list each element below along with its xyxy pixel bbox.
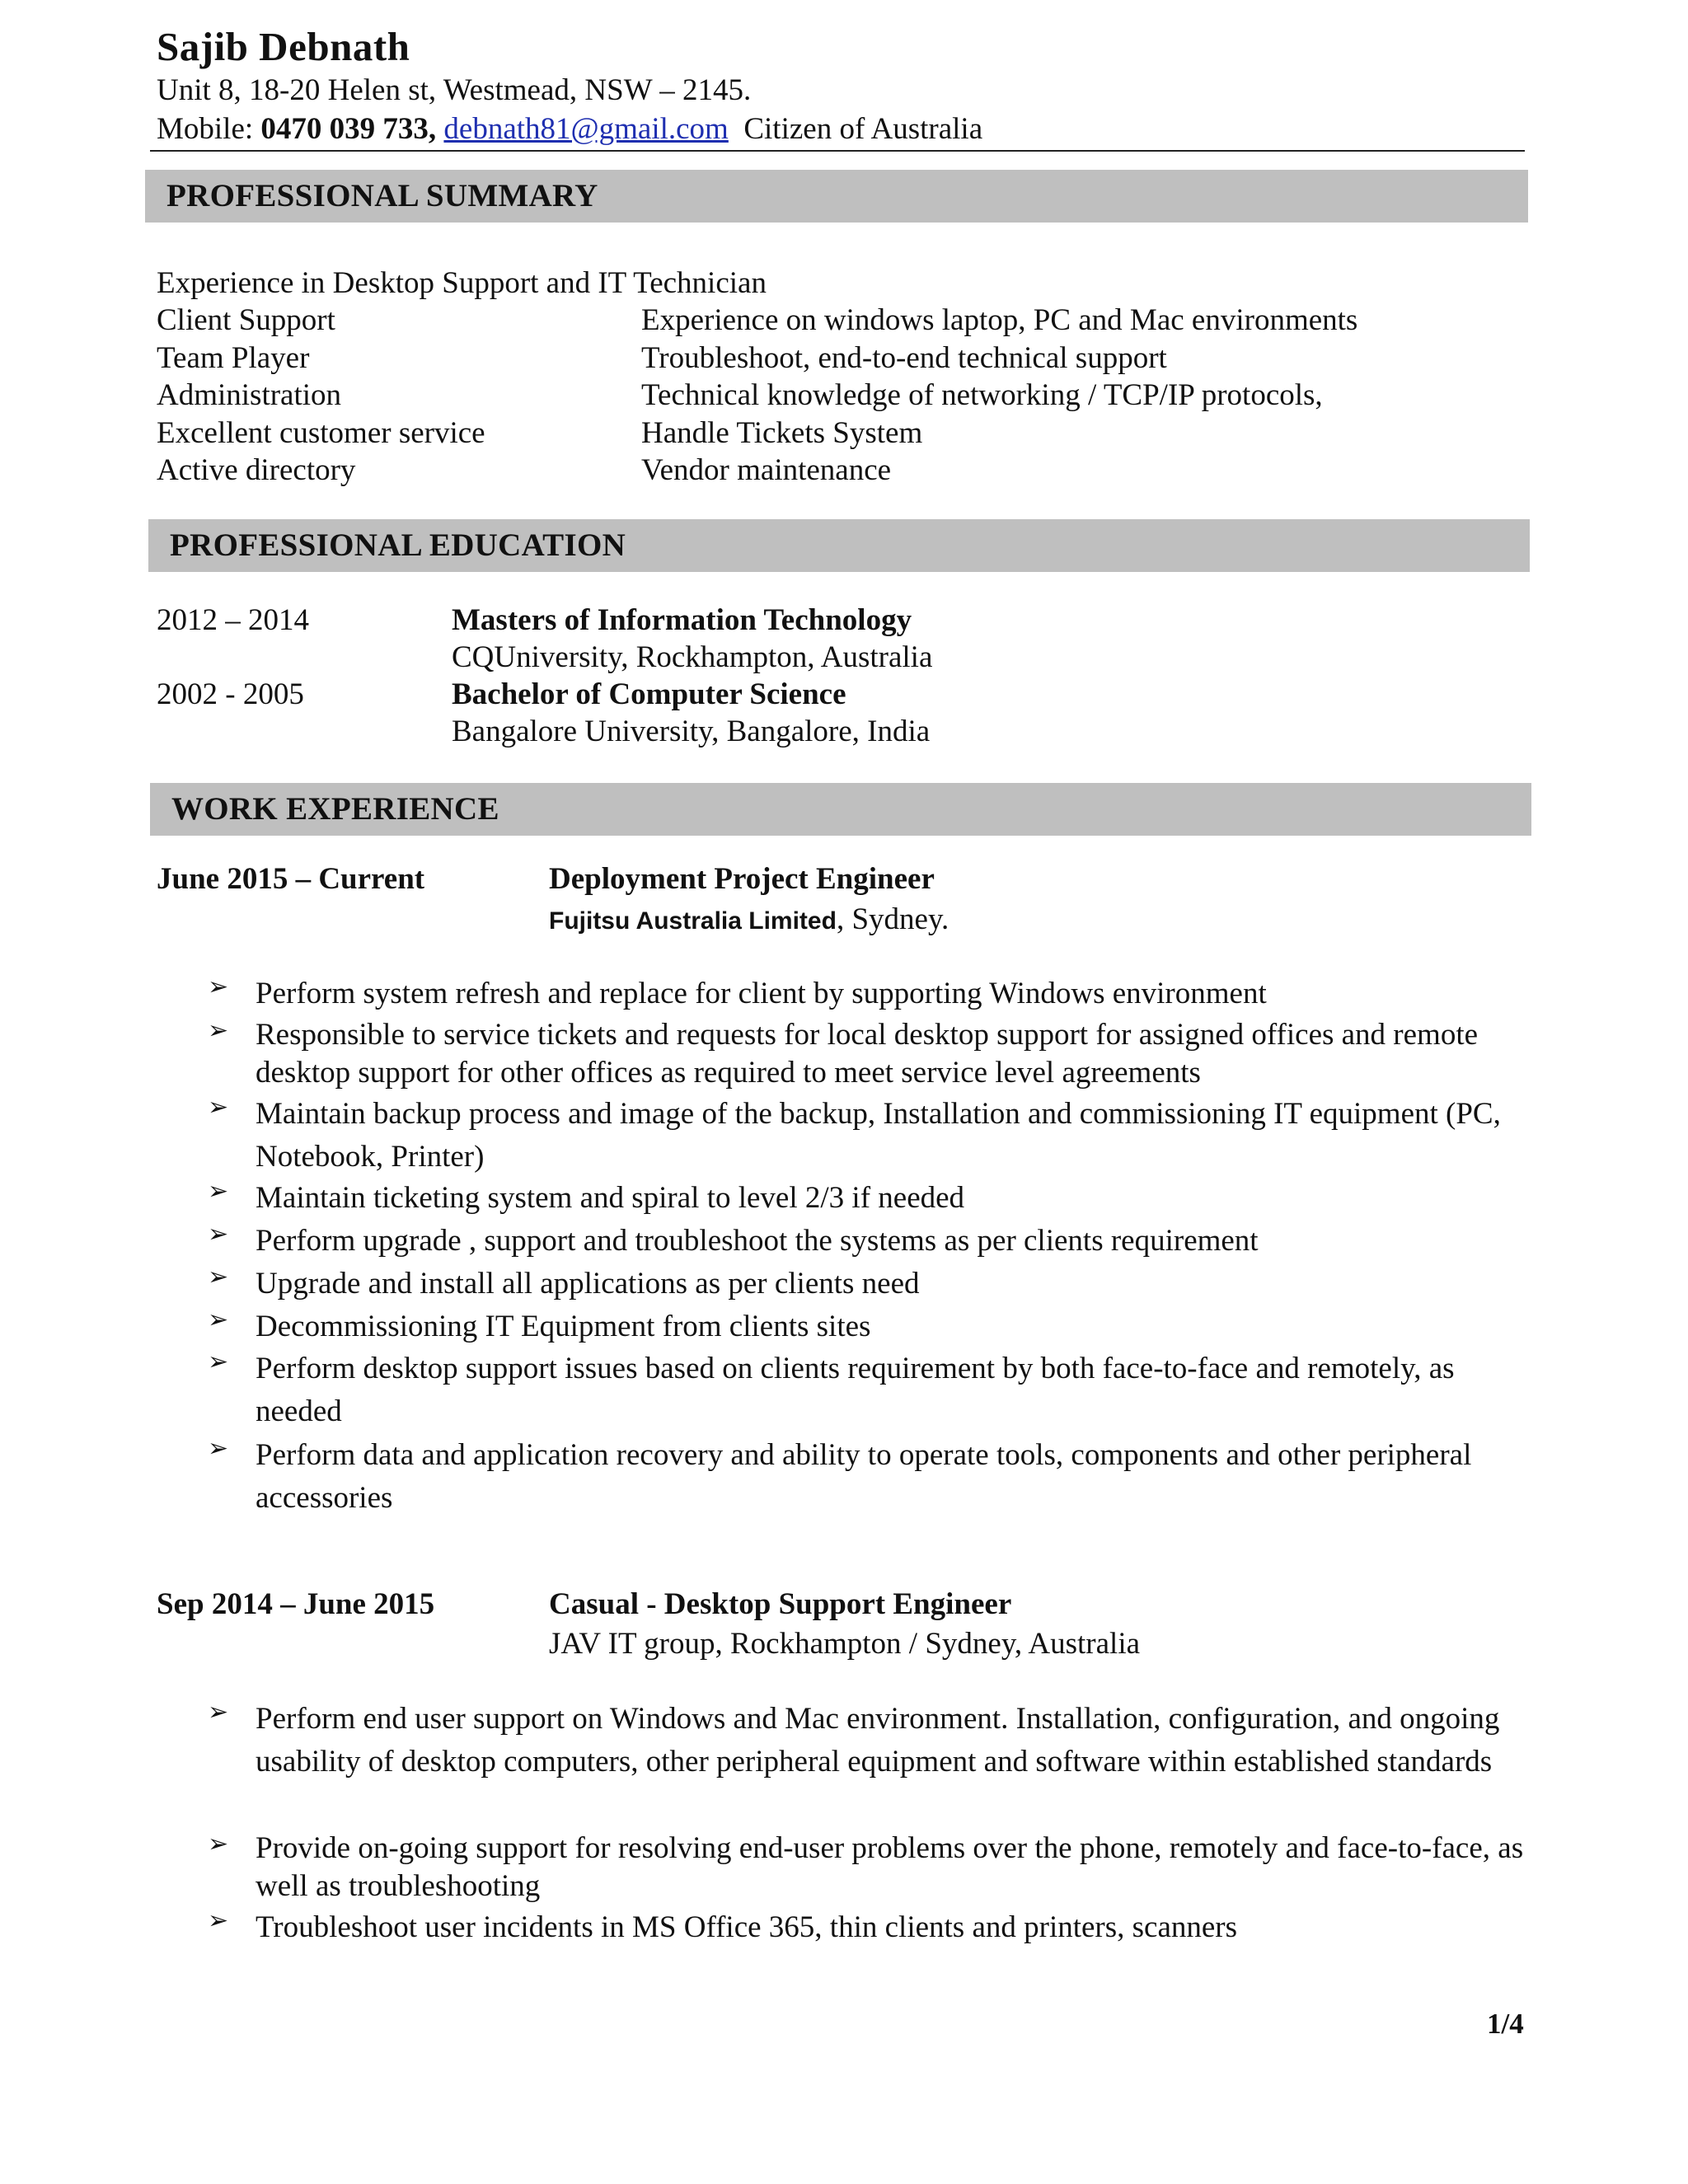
- mobile-label: Mobile:: [157, 112, 261, 146]
- bullet-text: Perform upgrade , support and troubleshoot the systems as per clients requirement: [256, 1224, 1259, 1258]
- section-header-education: PROFESSIONAL EDUCATION: [148, 519, 1530, 572]
- bullet-text: Perform end user support on Windows and Mac environment. Installation, configuration, and ongoing usability of desktop computers, other peripheral equipment and software within established standards: [256, 1702, 1500, 1779]
- arrow-bullet-icon: ➢: [208, 1830, 229, 1858]
- contact-line: [157, 111, 982, 147]
- bullet-text: Perform data and application recovery and ability to operate tools, components and other peripheral accessories: [256, 1438, 1472, 1515]
- summary-left-item: Administration: [157, 378, 342, 412]
- summary-left-item: Client Support: [157, 303, 335, 337]
- summary-right-item: Vendor maintenance: [641, 453, 892, 487]
- email-link[interactable]: debnath81@gmail.com: [443, 112, 729, 146]
- job-company: [549, 902, 949, 937]
- arrow-bullet-icon: ➢: [208, 1177, 229, 1206]
- bullet-text: Upgrade and install all applications as per clients need: [256, 1267, 920, 1301]
- bullet-text: Provide on-going support for resolving end-user problems over the phone, remotely and face-to-face, as well as troubleshooting: [256, 1831, 1524, 1903]
- job-title: Deployment Project Engineer: [549, 862, 935, 896]
- summary-right-item: Technical knowledge of networking / TCP/IP protocols,: [641, 378, 1323, 412]
- summary-right-item: Experience on windows laptop, PC and Mac environments: [641, 303, 1358, 337]
- summary-left-item: Team Player: [157, 341, 310, 375]
- arrow-bullet-icon: ➢: [208, 1263, 229, 1291]
- header-divider: [150, 150, 1525, 152]
- summary-right-item: Handle Tickets System: [641, 416, 923, 450]
- company-name: JAV IT group, Rockhampton / Sydney, Australia: [549, 1627, 1141, 1661]
- arrow-bullet-icon: ➢: [208, 1347, 229, 1376]
- job-company: [549, 1626, 1140, 1661]
- candidate-name: Sajib Debnath: [157, 24, 410, 69]
- bullet-text: Troubleshoot user incidents in MS Office 365, thin clients and printers, scanners: [256, 1910, 1238, 1944]
- job-title: Casual - Desktop Support Engineer: [549, 1587, 1012, 1621]
- education-degree: Bachelor of Computer Science: [452, 677, 846, 711]
- bullet-text: Maintain backup process and image of the backup, Installation and commissioning IT equipment (PC, Notebook, Printer): [256, 1097, 1501, 1174]
- section-header-work: WORK EXPERIENCE: [150, 783, 1531, 836]
- arrow-bullet-icon: ➢: [208, 1906, 229, 1935]
- education-institution: Bangalore University, Bangalore, India: [452, 715, 931, 748]
- page-number: 1/4: [1487, 2008, 1524, 2040]
- education-degree: Masters of Information Technology: [452, 603, 912, 637]
- arrow-bullet-icon: ➢: [208, 1305, 229, 1334]
- education-years: 2002 - 2005: [157, 677, 304, 711]
- arrow-bullet-icon: ➢: [208, 1220, 229, 1249]
- arrow-bullet-icon: ➢: [208, 1093, 229, 1122]
- company-name: Fujitsu Australia Limited: [549, 907, 837, 935]
- arrow-bullet-icon: ➢: [208, 972, 229, 1001]
- bullet-text: Decommissioning IT Equipment from clients sites: [256, 1310, 871, 1343]
- mobile-number: 0470 039 733,: [260, 112, 437, 146]
- education-years: 2012 – 2014: [157, 603, 309, 637]
- address: Unit 8, 18-20 Helen st, Westmead, NSW – 2145.: [157, 73, 752, 107]
- arrow-bullet-icon: ➢: [208, 1016, 229, 1045]
- summary-left-item: Active directory: [157, 453, 356, 487]
- job-dates: Sep 2014 – June 2015: [157, 1587, 435, 1621]
- company-location: , Sydney.: [836, 902, 950, 936]
- bullet-text: Perform system refresh and replace for client by supporting Windows environment: [256, 977, 1267, 1010]
- bullet-text: Perform desktop support issues based on clients requirement by both face-to-face and remotely, as needed: [256, 1352, 1455, 1428]
- bullet-text: Responsible to service tickets and requests for local desktop support for assigned offices and remote desktop support for other offices as required to meet service level agreements: [256, 1018, 1479, 1090]
- summary-left-item: Excellent customer service: [157, 416, 485, 450]
- citizenship: Citizen of Australia: [743, 112, 983, 146]
- arrow-bullet-icon: ➢: [208, 1698, 229, 1727]
- section-header-summary: PROFESSIONAL SUMMARY: [145, 170, 1528, 223]
- bullet-text: Maintain ticketing system and spiral to level 2/3 if needed: [256, 1181, 965, 1215]
- arrow-bullet-icon: ➢: [208, 1434, 229, 1463]
- education-institution: CQUniversity, Rockhampton, Australia: [452, 640, 933, 674]
- summary-intro: Experience in Desktop Support and IT Technician: [157, 266, 767, 300]
- summary-right-item: Troubleshoot, end-to-end technical support: [641, 341, 1167, 375]
- job-dates: June 2015 – Current: [157, 862, 425, 896]
